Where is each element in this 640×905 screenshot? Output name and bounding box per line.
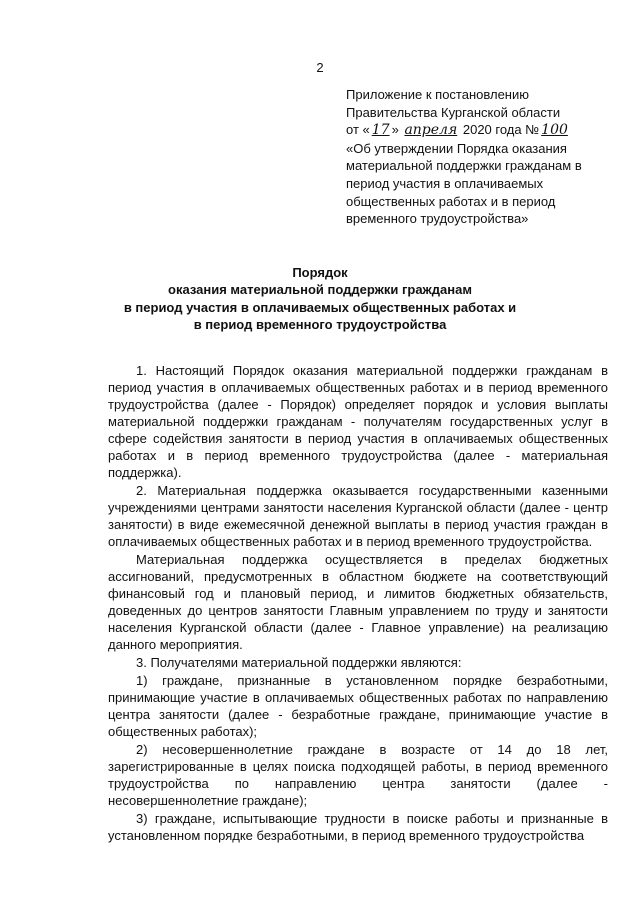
appendix-block [346, 86, 616, 228]
paragraph-3: Материальная поддержка осуществляется в пределах бюджетных ассигнований, предусмотренных в областном бюджете на соответствующий финансовый год и плановый период, и лимитов бюджетных обязательств, доведенных до центров занятости Главным управлением по труду и занятости населения Курганской области (далее - Главное управление) на реализацию данного мероприятия. [108, 552, 608, 652]
paragraph-6: 2) несовершеннолетние граждане в возрасте от 14 до 18 лет, зарегистрированные в целях поиска подходящей работы, в период временного трудоустройства по направлению центра занятости (далее - несовершеннолетние граждане); [108, 742, 608, 808]
handwritten-number: 100 [541, 122, 568, 139]
paragraph-1: 1. Настоящий Порядок оказания материальной поддержки гражданам в период участия в оплачиваемых общественных работах и в период временного трудоустройства (далее - Порядок) определяет порядок и условия выплаты материальной поддержки гражданам - получателям государственных услуг в сфере содействия занятости в период участия в оплачиваемых общественных работах и в период временного трудоустройства (далее - материальная поддержка). [108, 363, 608, 480]
document-body [108, 362, 608, 845]
paragraph-4: 3. Получателями материальной поддержки являются: [136, 655, 462, 670]
appendix-line-4: «Об утверждении Порядка оказания [346, 140, 567, 156]
appendix-line-8: временного трудоустройства» [346, 211, 529, 227]
title-line-4: в период временного трудоустройства [193, 317, 447, 333]
title-line-3: в период участия в оплачиваемых общественных работах и [123, 299, 517, 315]
paragraph-7: 3) граждане, испытывающие трудности в поиске работы и признанные в установленном порядке безработными, в период временного трудоустройства [108, 811, 608, 843]
paragraph-2: 2. Материальная поддержка оказывается государственными казенными учреждениями центрами занятости населения Курганской области (далее - центр занятости) в виде ежемесячной денежной выплаты в период участия граждан в оплачиваемых общественных работах и в период временного трудоустройства. [108, 483, 608, 549]
date-mid: » [391, 122, 399, 138]
appendix-date-line [346, 121, 616, 140]
appendix-line-5: материальной поддержки гражданам в [346, 158, 582, 174]
appendix-line-1: Приложение к постановлению [346, 87, 529, 102]
handwritten-month: апреля [404, 122, 458, 139]
appendix-line-2: Правительства Курганской области [346, 104, 561, 120]
title-line-2: оказания материальной поддержки гражданам [168, 282, 472, 298]
title-line-1: Порядок [292, 265, 348, 280]
paragraph-5: 1) граждане, признанные в установленном порядке безработными, принимающие участие в оплачиваемых общественных работах по направлению центра занятости (далее - безработные граждане, принимающие участие в общественных работах); [108, 673, 608, 739]
appendix-line-6: период участия в оплачиваемых [346, 175, 544, 191]
year-suffix: 2020 года № [462, 122, 540, 138]
page-number: 2 [316, 60, 324, 75]
handwritten-day: 17 [371, 122, 390, 139]
document-title [90, 264, 550, 334]
appendix-line-7: общественных работах и в период [346, 193, 556, 209]
date-prefix: от « [346, 122, 370, 138]
